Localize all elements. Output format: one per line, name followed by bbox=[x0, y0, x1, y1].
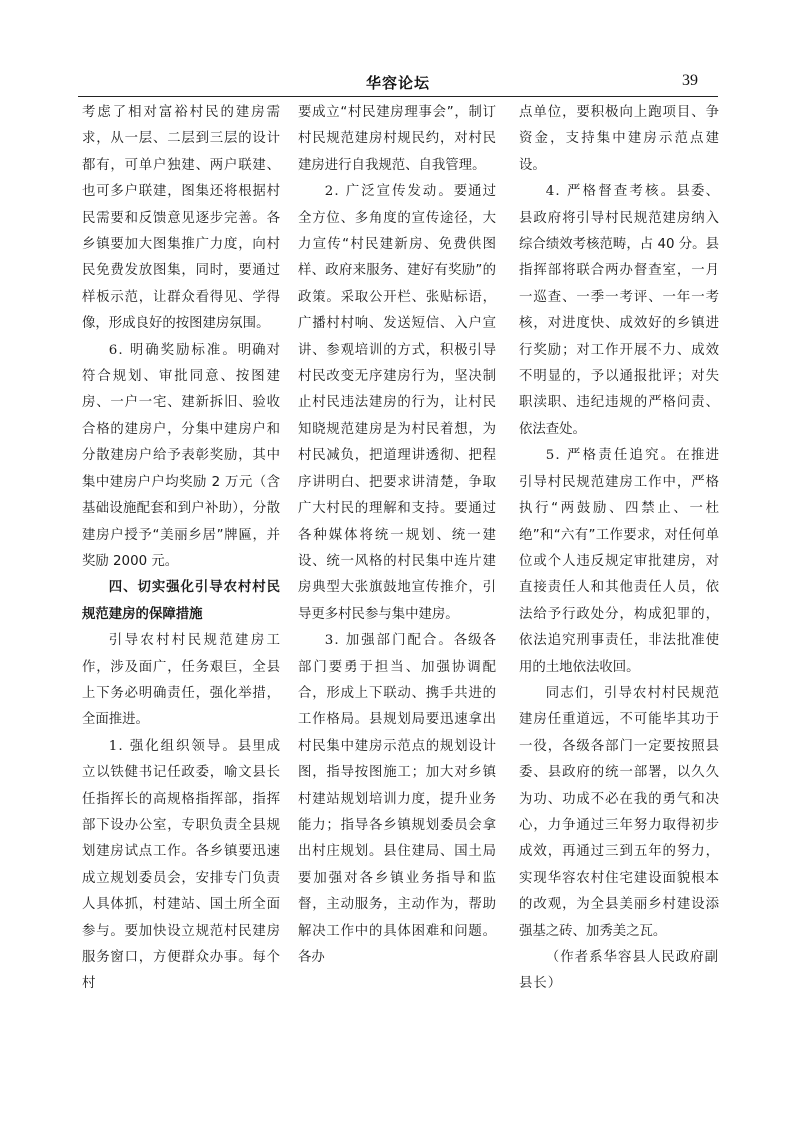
page-header bbox=[78, 72, 718, 94]
section-heading: 四、切实强化引导农村村民规范建房的保障措施 bbox=[82, 580, 280, 622]
item-body: 在推进引导村民规范建房工作中，严格执行“两鼓励、四禁止、一杜绝”和“六有”工作要求，对任何单位或个人违反规定审批建房，对直接责任人和其他责任人员，依法给予行政处分，构成犯罪的，依法追究刑事责任，非法批准使用的土地依法收回。 bbox=[519, 448, 719, 675]
header-rule bbox=[78, 96, 718, 97]
item-lead-1: 1. 强化组织领导。 bbox=[108, 738, 238, 754]
item-body: 县里成立以铁健书记任政委，喻文县长任指挥长的高规格指挥部，指挥部下设办公室，专职负责全县规划建房试点工作。各乡镇要迅速成立规划委员会，安排专门负责人具体抓，村建站、国土所全面参与。要加快设立规范村民建房服务窗口，方便群众办事。每个村 bbox=[82, 738, 280, 992]
paragraph: 考虑了相对富裕村民的建房需求，从一层、二层到三层的设计都有，可单户独建、两户联建、也可多户联建，图集还将根据村民需要和反馈意见逐步完善。各乡镇要加大图集推广力度，向村民免费发放图集，同时，要通过样板示范，让群众看得见、学得像，形成良好的按图建房氛围。 bbox=[82, 105, 280, 332]
item-lead-3: 3. 加强部门配合。 bbox=[324, 633, 454, 649]
paragraph bbox=[82, 734, 280, 998]
item-body: 县委、县政府将引导村民规范建房纳入综合绩效考核范畴，占 40 分。县指挥部将联合两办督查室，一月一巡查、一季一考评、一年一考核，对进度快、成效好的乡镇进行奖励；对工作开展不力、成效不明显的，予以通报批评；对失职渎职、违纪违规的严格问责、依法查处。 bbox=[519, 184, 719, 437]
paragraph: 同志们，引导农村村民规范建房任重道远，不可能毕其功于一役，各级各部门一定要按照县委、县政府的统一部署，以久久为功、功成不必在我的勇气和决心，力争通过三年努力取得初步成效，再通过三到五年的努力，实现华容农村住宅建设面貌根本的改观，为全县美丽乡村建设添强基之砖、加秀美之瓦。 bbox=[519, 685, 719, 939]
item-lead-5: 5. 严格责任追究。 bbox=[545, 448, 677, 464]
item-lead-2: 2. 广泛宣传发动。 bbox=[324, 184, 454, 200]
item-body: 要通过全方位、多角度的宣传途径，大力宣传“村民建新房、免费供图样、政府来服务、建好有奖励”的政策。采取公开栏、张贴标语，广播村村响、发送短信、入户宣讲、参观培训的方式，积极引导村民改变无序建房行为，坚决制止村民违法建房的行为，让村民知晓规范建房是为村民着想，为村民减负，把道理讲透彻、把程序讲明白、把要求讲清楚，争取广大村民的理解和支持。要通过各种媒体将统一规划、统一建设、统一风格的村民集中连片建房典型大张旗鼓地宣传推介，引导更多村民参与集中建房。 bbox=[298, 184, 496, 622]
paragraph: 点单位，要积极向上跑项目、争资金，支持集中建房示范点建设。 bbox=[519, 105, 719, 173]
author-note: （作者系华容县人民政府副县长） bbox=[519, 950, 719, 992]
paragraph bbox=[82, 338, 280, 576]
journal-title: 华容论坛 bbox=[365, 74, 430, 92]
text-column-middle bbox=[298, 100, 496, 971]
page-number: 39 bbox=[682, 72, 698, 89]
item-lead-6: 6. 明确奖励标准。 bbox=[108, 342, 238, 358]
paragraph: 引导农村村民规范建房工作，涉及面广，任务艰巨，全县上下务必明确责任，强化举措，全面推进。 bbox=[82, 633, 280, 728]
paragraph bbox=[519, 443, 719, 681]
paragraph bbox=[519, 179, 719, 443]
paragraph: 要成立“村民建房理事会”，制订村民规范建房村规民约，对村民建房进行自我规范、自我管理。 bbox=[298, 105, 496, 173]
text-column-right bbox=[519, 100, 719, 998]
item-lead-4: 4. 严格督查考核。 bbox=[545, 184, 677, 200]
paragraph bbox=[298, 628, 496, 971]
item-body: 各级各部门要勇于担当、加强协调配合，形成上下联动、携手共进的工作格局。县规划局要迅速拿出村民集中建房示范点的规划设计图，指导按图施工；加大对乡镇村建站规划培训力度，提升业务能力；指导各乡镇规划委员会拿出村庄规划。县住建局、国土局要加强对各乡镇业务指导和监督，主动服务，主动作为，帮助解决工作中的具体困难和问题。各办 bbox=[298, 633, 496, 965]
paragraph bbox=[298, 179, 496, 628]
item-body: 明确对符合规划、审批同意、按图建房、一户一宅、建新拆旧、验收合格的建房户，分集中建房户和分散建房户给予表彰奖励，其中集中建房户户均奖励 2 万元（含基础设施配套和到户补助），分散建房户授予“美丽乡居”牌匾，并奖励 2000 元。 bbox=[82, 342, 280, 569]
text-column-left bbox=[82, 100, 280, 998]
